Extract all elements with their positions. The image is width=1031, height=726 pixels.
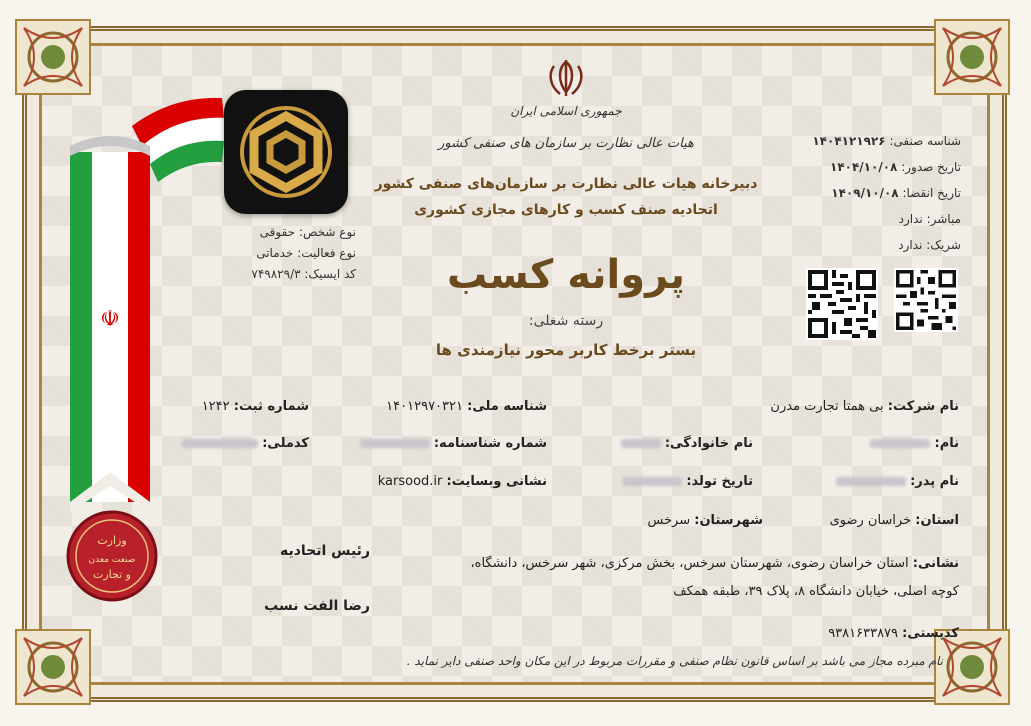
svg-text:وزارت: وزارت [97, 534, 127, 547]
redacted-value [360, 439, 430, 448]
meta-manager: مباشر: ندارد [898, 212, 961, 226]
family-field: نام خانوادگی: [593, 436, 753, 451]
qr-code-icon [808, 270, 876, 338]
qr-code-icon [896, 270, 956, 330]
birth-field: تاریخ تولد: [593, 474, 753, 489]
signatory-name: رضا الفت نسب [264, 598, 370, 614]
website-field: نشانی وبسایت: karsood.ir [377, 474, 547, 489]
city-field: شهرستان: سرخس [647, 513, 763, 528]
board-calligraphy: هیات عالی نظارت بر سازمان های صنفی کشور [438, 136, 694, 151]
meta-issue: تاریخ صدور: ۱۴۰۴/۱۰/۰۸ [830, 160, 961, 174]
signatory-role: رئیس اتحادیه [279, 543, 370, 559]
svg-text:صنعت معدن: صنعت معدن [88, 555, 136, 565]
occupation-value: بستر برخط کاربر محور نیازمندی ها [435, 341, 697, 359]
redacted-value [621, 439, 661, 448]
redacted-value [870, 439, 930, 448]
iran-emblem-icon [544, 58, 588, 98]
occupation-label: رسته شغلی: [528, 313, 604, 329]
cert-no-field: شماره شناسنامه: [357, 436, 547, 451]
name-field: نام: [739, 436, 959, 451]
left-info-block [216, 222, 356, 285]
reg-no-field: شماره ثبت: ۱۲۴۲ [201, 399, 309, 414]
svg-text:☫: ☫ [100, 307, 120, 332]
redacted-value [836, 477, 906, 486]
qr-code-right [894, 268, 958, 332]
postal-field: کدپستی: ۹۳۸۱۶۳۳۸۷۹ [828, 626, 959, 641]
province-field: استان: خراسان رضوی [829, 513, 959, 528]
father-field: نام پدر: [739, 474, 959, 489]
corner-ornament-icon [14, 628, 92, 706]
republic-text: جمهوری اسلامی ایران [510, 104, 622, 118]
meta-id: شناسه صنفی: ۱۴۰۴۱۲۱۹۲۶ [812, 134, 961, 148]
meta-partner: شریک: ندارد [898, 238, 961, 252]
meta-block [761, 128, 961, 258]
logo-knot-icon [224, 90, 348, 214]
national-code-field: کدملی: [159, 436, 309, 451]
national-id-field: شناسه ملی: ۱۴۰۱۲۹۷۰۳۲۱ [386, 399, 547, 414]
footer-note: نام مبرده مجاز می باشد بر اساس قانون نظام صنفی و مقررات مربوط در این مکان واحد صنفی دایر نماید . [406, 654, 943, 668]
redacted-value [182, 439, 258, 448]
corner-ornament-icon [933, 18, 1011, 96]
flag-ribbon-icon [62, 86, 234, 516]
activity-type: نوع فعالیت: خدماتی [256, 246, 356, 260]
secretariat-title: دبیرخانه هیات عالی نظارت بر سازمان‌های صنفی کشور [374, 176, 758, 192]
company-field: نام شرکت: بی همتا تجارت مدرن [770, 399, 959, 414]
page-title: پروانه کسب [447, 252, 685, 298]
svg-text:و تجارت: و تجارت [93, 568, 131, 581]
address-line-2: کوچه اصلی، خیابان دانشگاه ۸، پلاک ۳۹، طبقه همکف [673, 584, 959, 599]
union-title: اتحادیه صنف کسب و کارهای مجازی کشوری [414, 202, 718, 218]
isic-code: کد ایسیک: ۷۴۹۸۲۹/۳ [251, 267, 356, 281]
corner-ornament-icon [14, 18, 92, 96]
address-line-1: نشانی: استان خراسان رضوی، شهرستان سرخس، بخش مرکزی، شهر سرخس، دانشگاه، [470, 556, 959, 571]
website-link: karsood.ir [377, 474, 443, 489]
meta-expiry: تاریخ انقضا: ۱۴۰۹/۱۰/۰۸ [831, 186, 961, 200]
qr-code-left [806, 268, 878, 340]
person-type: نوع شخص: حقوقی [259, 225, 356, 239]
redacted-value [622, 477, 682, 486]
company-logo [224, 90, 348, 214]
ministry-seal-icon [64, 508, 160, 604]
